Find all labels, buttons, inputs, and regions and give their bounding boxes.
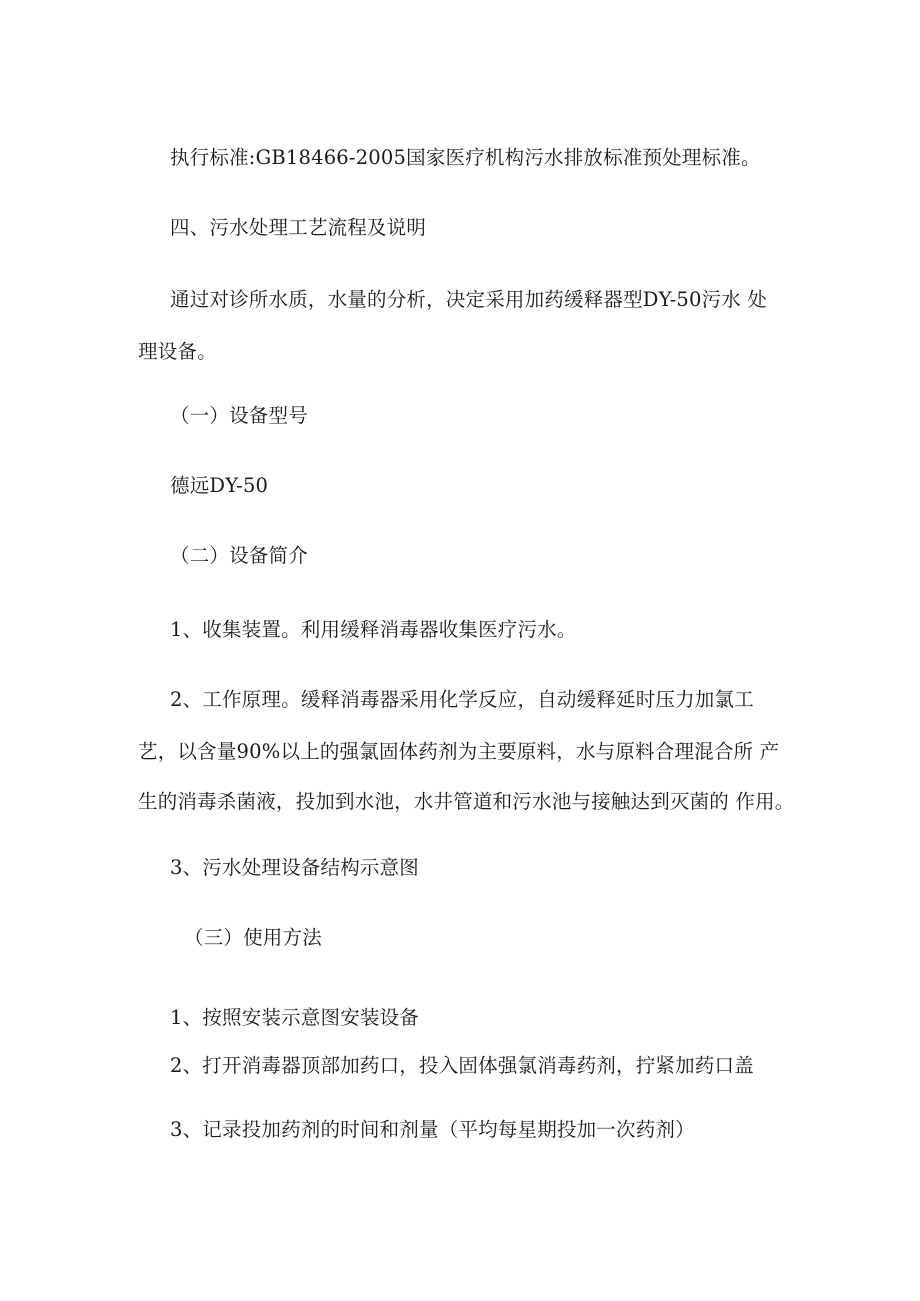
- sub1-heading: （一）设备型号: [170, 404, 308, 427]
- item-2-line-3: 生的消毒杀菌液，投加到水池，水井管道和污水池与接触达到灭菌的 作用。: [138, 790, 795, 813]
- item-2-line-1: 2、工作原理。缓释消毒器采用化学反应，自动缓释延时压力加氯工: [170, 688, 754, 711]
- sub1-model: 德远DY-50: [170, 474, 269, 497]
- standard-line: 执行标准:GB18466-2005国家医疗机构污水排放标准预处理标准。: [170, 146, 761, 169]
- usage-2: 2、打开消毒器顶部加药口，投入固体强氯消毒药剂，拧紧加药口盖: [170, 1054, 754, 1077]
- section-four-heading: 四、污水处理工艺流程及说明: [170, 216, 427, 239]
- intro-line-2: 理设备。: [138, 340, 217, 363]
- item-3: 3、污水处理设备结构示意图: [170, 856, 420, 879]
- sub3-heading: （三）使用方法: [184, 926, 322, 949]
- intro-line-1: 通过对诊所水质，水量的分析，决定采用加药缓释器型DY-50污水 处: [170, 288, 768, 311]
- item-1: 1、收集装置。利用缓释消毒器收集医疗污水。: [170, 618, 577, 641]
- sub2-heading: （二）设备简介: [170, 544, 308, 567]
- usage-1: 1、按照安装示意图安装设备: [170, 1006, 420, 1029]
- usage-3: 3、记录投加药剂的时间和剂量（平均每星期投加一次药剂）: [170, 1118, 695, 1141]
- item-2-line-2: 艺，以含量90%以上的强氯固体药剂为主要原料，水与原料合理混合所 产: [138, 740, 780, 763]
